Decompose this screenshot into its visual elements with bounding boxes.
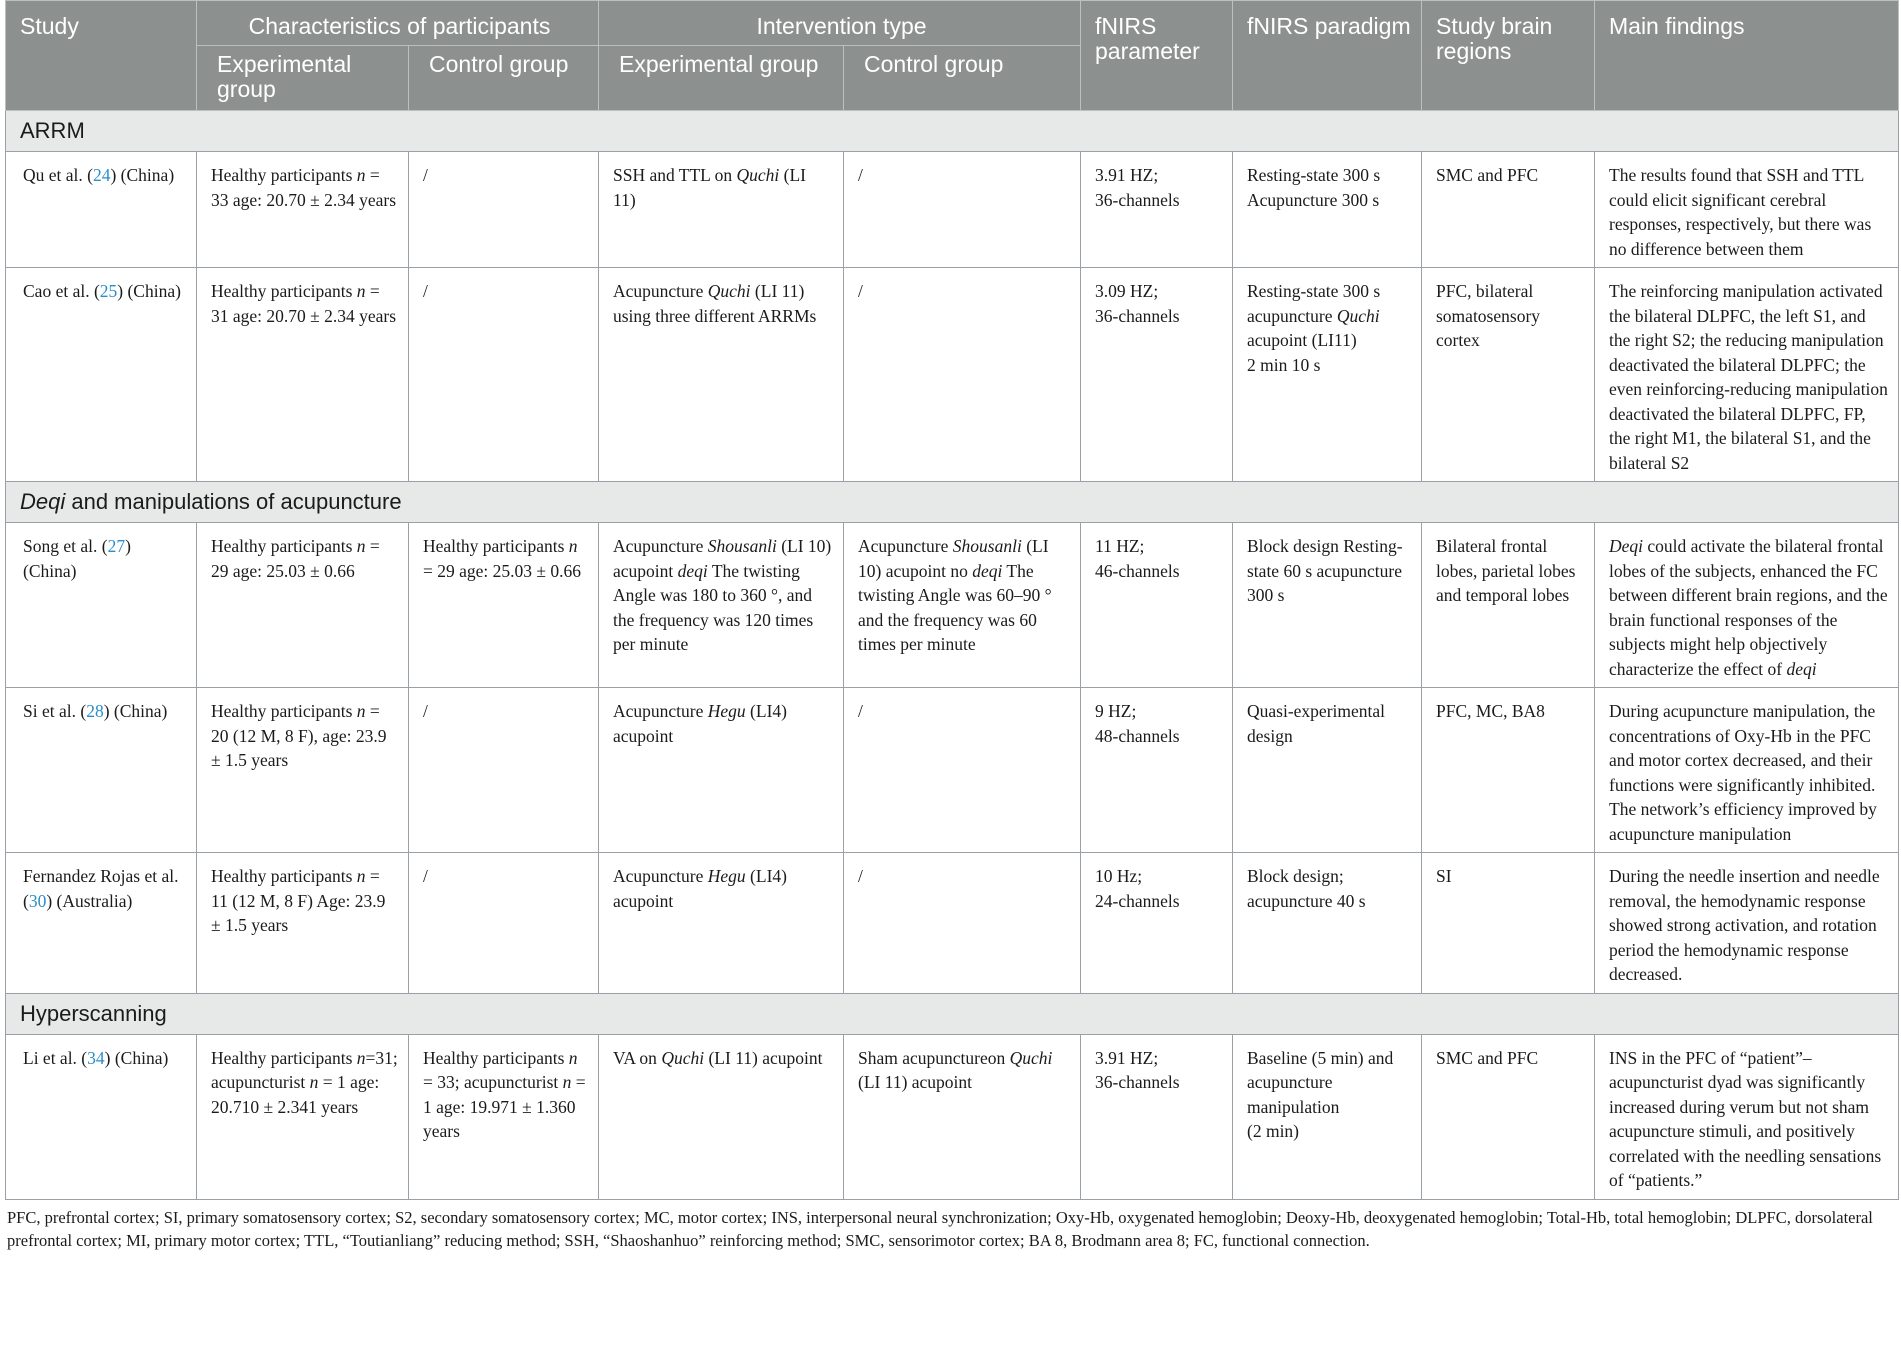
cell-study	[6, 152, 197, 268]
cell-findings: The results found that SSH and TTL could elicit significant cerebral responses, respectively, but there was no difference between them	[1595, 152, 1899, 268]
acupoint-name: Hegu	[707, 701, 746, 721]
cell-regions: SI	[1422, 853, 1595, 994]
author-country-text: ) (China)	[110, 165, 175, 185]
cell-parameter	[1081, 688, 1233, 853]
cell-ctrl-intervention: /	[844, 853, 1081, 994]
intervention-text: Acupuncture	[858, 536, 953, 556]
participants-text: = 29 age: 25.03 ± 0.66	[211, 536, 380, 581]
deqi-term: deqi	[1786, 658, 1817, 679]
intervention-text: Acupuncture	[613, 866, 708, 886]
cell-parameter	[1081, 1034, 1233, 1199]
participants-text: = 33; acupuncturist	[423, 1072, 563, 1092]
cell-exp-intervention	[599, 152, 844, 268]
section-row	[6, 482, 1899, 523]
author-text: Song et al. (	[23, 536, 108, 556]
cell-parameter	[1081, 523, 1233, 688]
header-main-findings: Main findings	[1595, 1, 1899, 111]
cell-regions: SMC and PFC	[1422, 1034, 1595, 1199]
n-symbol: n	[568, 536, 578, 556]
study-table	[5, 0, 1899, 1200]
section-title-text: and manipulations of acupuncture	[65, 489, 402, 514]
participants-text: = 20 (12 M, 8 F), age: 23.9 ± 1.5 years	[211, 701, 387, 770]
cell-ctrl-participants: /	[409, 268, 599, 482]
intervention-text: The twisting Angle was 180 to 360 °, and the frequency was 120 times per minute	[613, 560, 814, 654]
paradigm-line: (2 min)	[1247, 1121, 1300, 1141]
intervention-text: VA on	[613, 1047, 662, 1068]
participants-text: = 1 age: 19.971 ± 1.360 years	[423, 1072, 586, 1141]
author-text: Fernandez Rojas et al. (	[23, 866, 179, 911]
author-country-text: ) (China)	[117, 281, 181, 301]
acupoint-name: Quchi	[1336, 305, 1380, 326]
parameter-frequency: 10 Hz;	[1095, 866, 1143, 886]
participants-text: Healthy participants	[211, 866, 357, 886]
findings-text: could activate the bilateral frontal lobes of the subjects, enhanced the FC between different brain regions, and the brain functional responses of the subjects might help objectively characterize the effect of	[1609, 536, 1888, 679]
n-symbol: n	[356, 701, 366, 721]
intervention-text: Acupuncture	[613, 701, 708, 721]
cell-paradigm: Quasi-experimental design	[1233, 688, 1422, 853]
cell-parameter	[1081, 853, 1233, 994]
participants-text: Healthy participants	[211, 536, 357, 556]
header-study: Study	[6, 1, 197, 111]
header-characteristics-control: Control group	[409, 46, 599, 111]
cell-paradigm: Block design Resting-state 60 s acupuncture 300 s	[1233, 523, 1422, 688]
cell-findings	[1595, 523, 1899, 688]
n-symbol: n	[562, 1072, 572, 1092]
header-fnirs-paradigm: fNIRS paradigm	[1233, 1, 1422, 111]
intervention-text: (LI 10) acupoint	[613, 536, 832, 581]
author-text: Li et al. (	[23, 1047, 88, 1068]
acupoint-name: Quchi	[661, 1047, 705, 1068]
section-row	[6, 993, 1899, 1034]
deqi-term: deqi	[972, 560, 1003, 581]
paradigm-line: Resting-state 300 s	[1247, 165, 1381, 185]
header-brain-regions: Study brain regions	[1422, 1, 1595, 111]
table-container	[5, 0, 1898, 1252]
table-row	[6, 853, 1899, 994]
cell-exp-intervention	[599, 853, 844, 994]
cell-paradigm	[1233, 268, 1422, 482]
cell-ctrl-participants	[409, 1034, 599, 1199]
cell-exp-participants	[197, 152, 409, 268]
cell-ctrl-intervention: /	[844, 268, 1081, 482]
cell-study	[6, 1034, 197, 1199]
cell-paradigm	[1233, 152, 1422, 268]
cell-findings: During the needle insertion and needle removal, the hemodynamic response showed strong activation, and rotation period the hemodynamic response decreased.	[1595, 853, 1899, 994]
parameter-channels: 36-channels	[1095, 1072, 1180, 1092]
cell-findings: INS in the PFC of “patient”–acupuncturist dyad was significantly increased during verum but not sham acupuncture stimuli, and positively correlated with the needling sensations of “patients.”	[1595, 1034, 1899, 1199]
header-characteristics: Characteristics of participants	[197, 1, 599, 46]
cell-study	[6, 268, 197, 482]
n-symbol: n	[356, 536, 366, 556]
reference-link[interactable]: 25	[99, 281, 118, 301]
intervention-text: (LI 11)	[613, 165, 806, 210]
cell-findings: The reinforcing manipulation activated the bilateral DLPFC, the left S1, and the right S2; the reducing manipulation deactivated the bilateral DLPFC; the even reinforcing-reducing manipulation deactivated the bilateral DLPFC, FP, the right M1, the bilateral S1, and the bilateral S2	[1595, 268, 1899, 482]
cell-study	[6, 523, 197, 688]
reference-link[interactable]: 34	[87, 1047, 105, 1068]
parameter-channels: 24-channels	[1095, 890, 1180, 911]
intervention-text: (LI4) acupoint	[613, 701, 787, 746]
intervention-text: Acupuncture	[613, 281, 708, 301]
cell-parameter	[1081, 152, 1233, 268]
n-symbol: n	[568, 1047, 578, 1068]
section-title-text: ARRM	[20, 118, 85, 143]
participants-text: = 1 age: 20.710 ± 2.341 years	[211, 1072, 380, 1117]
acupoint-name: Hegu	[707, 866, 746, 886]
cell-regions: PFC, MC, BA8	[1422, 688, 1595, 853]
parameter-frequency: 11 HZ;	[1095, 536, 1145, 556]
table-row	[6, 523, 1899, 688]
parameter-channels: 46-channels	[1095, 560, 1180, 581]
section-title-arrm	[6, 111, 1899, 152]
paradigm-line: Resting-state 300 s acupuncture	[1247, 281, 1381, 326]
cell-exp-participants	[197, 853, 409, 994]
cell-ctrl-intervention: /	[844, 152, 1081, 268]
cell-paradigm: Block design; acupuncture 40 s	[1233, 853, 1422, 994]
cell-ctrl-participants: /	[409, 853, 599, 994]
section-title-deqi	[6, 482, 1899, 523]
cell-regions: SMC and PFC	[1422, 152, 1595, 268]
header-fnirs-parameter: fNIRS parameter	[1081, 1, 1233, 111]
intervention-text: SSH and TTL on	[613, 165, 737, 185]
cell-regions: PFC, bilateral somatosensory cortex	[1422, 268, 1595, 482]
cell-ctrl-participants: /	[409, 152, 599, 268]
parameter-frequency: 3.91 HZ;	[1095, 1047, 1159, 1068]
participants-text: Healthy participants	[423, 536, 569, 556]
paradigm-line: Acupuncture 300 s	[1247, 189, 1380, 210]
participants-text: Healthy participants	[423, 1047, 569, 1068]
header-intervention-control: Control group	[844, 46, 1081, 111]
cell-ctrl-intervention: /	[844, 688, 1081, 853]
participants-text: = 11 (12 M, 8 F) Age: 23.9 ± 1.5 years	[211, 866, 386, 935]
cell-exp-intervention	[599, 523, 844, 688]
parameter-frequency: 3.91 HZ;	[1095, 165, 1159, 185]
section-title-italic: Deqi	[20, 489, 66, 514]
cell-exp-participants	[197, 523, 409, 688]
cell-exp-participants	[197, 688, 409, 853]
paradigm-line: acupoint (LI11)	[1247, 330, 1357, 350]
table-body	[6, 111, 1899, 1200]
author-text: Qu et al. (	[23, 165, 93, 185]
author-country-text: ) (China)	[103, 701, 168, 721]
cell-study	[6, 853, 197, 994]
reference-link[interactable]: 24	[92, 165, 111, 185]
n-symbol: n	[309, 1072, 319, 1092]
reference-link[interactable]: 27	[107, 536, 126, 556]
intervention-text: The twisting Angle was 60–90 ° and the frequency was 60 times per minute	[858, 560, 1052, 654]
parameter-channels: 48-channels	[1095, 725, 1180, 746]
cell-findings: During acupuncture manipulation, the concentrations of Oxy-Hb in the PFC and motor cortex decreased, and their functions were significantly inhibited. The network’s efficiency improved by acupuncture manipulation	[1595, 688, 1899, 853]
intervention-text: (LI 10) acupoint no	[858, 536, 1049, 581]
n-symbol: n	[356, 165, 366, 185]
cell-study	[6, 688, 197, 853]
cell-regions: Bilateral frontal lobes, parietal lobes and temporal lobes	[1422, 523, 1595, 688]
author-country-text: ) (China)	[23, 536, 131, 581]
participants-text: = 31 age: 20.70 ± 2.34 years	[211, 281, 397, 326]
author-country-text: ) (China)	[104, 1047, 169, 1068]
participants-text: Healthy participants	[211, 1047, 357, 1068]
cell-exp-participants	[197, 1034, 409, 1199]
section-row	[6, 111, 1899, 152]
cell-ctrl-intervention	[844, 523, 1081, 688]
acupoint-name: Quchi	[1009, 1047, 1053, 1068]
parameter-channels: 36-channels	[1095, 305, 1180, 326]
intervention-text: (LI4) acupoint	[613, 866, 787, 911]
table-header	[6, 1, 1899, 111]
author-country-text: ) (Australia)	[46, 890, 133, 911]
table-row	[6, 268, 1899, 482]
paradigm-line: 2 min 10 s	[1247, 354, 1321, 375]
parameter-frequency: 9 HZ;	[1095, 701, 1137, 721]
author-text: Si et al. (	[23, 701, 87, 721]
cell-exp-participants	[197, 268, 409, 482]
table-row	[6, 1034, 1899, 1199]
parameter-channels: 36-channels	[1095, 189, 1180, 210]
table-footnote: PFC, prefrontal cortex; SI, primary somatosensory cortex; S2, secondary somatosensory cortex; MC, motor cortex; INS, interpersonal neural synchronization; Oxy-Hb, oxygenated hemoglobin; Deoxy-Hb, deoxygenated hemoglobin; Total-Hb, total hemoglobin; DLPFC, dorsolateral prefrontal cortex; MI, primary motor cortex; TTL, “Toutianliang” reducing method; SSH, “Shaoshanhuo” reinforcing method; SMC, sensorimotor cortex; BA 8, Brodmann area 8; FC, functional connection.	[7, 1207, 1873, 1250]
section-title-hyperscanning	[6, 993, 1899, 1034]
section-title-text: Hyperscanning	[20, 1000, 167, 1026]
n-symbol: n	[356, 866, 366, 886]
acupoint-name: Shousanli	[952, 536, 1022, 556]
parameter-frequency: 3.09 HZ;	[1095, 281, 1159, 301]
participants-text: =31; acupuncturist	[211, 1047, 398, 1092]
author-text: Cao et al. (	[23, 281, 100, 301]
participants-text: = 29 age: 25.03 ± 0.66	[423, 560, 581, 581]
cell-exp-intervention	[599, 688, 844, 853]
acupoint-name: Shousanli	[707, 536, 777, 556]
participants-text: Healthy participants	[211, 281, 357, 301]
intervention-text: Sham acupunctureon	[858, 1047, 1010, 1068]
intervention-text: (LI 11) acupoint	[704, 1047, 823, 1068]
cell-exp-intervention	[599, 1034, 844, 1199]
table-row	[6, 152, 1899, 268]
n-symbol: n	[356, 1047, 366, 1068]
cell-paradigm	[1233, 1034, 1422, 1199]
paradigm-line: Baseline (5 min) and acupuncture manipulation	[1247, 1047, 1394, 1117]
header-characteristics-experimental: Experimental group	[197, 46, 409, 111]
participants-text: Healthy participants	[211, 701, 357, 721]
participants-text: Healthy participants	[211, 165, 357, 185]
reference-link[interactable]: 28	[86, 701, 104, 721]
acupoint-name: Quchi	[707, 281, 751, 301]
cell-parameter	[1081, 268, 1233, 482]
deqi-term: deqi	[677, 560, 708, 581]
intervention-text: (LI 11) acupoint	[858, 1072, 973, 1092]
cell-exp-intervention	[599, 268, 844, 482]
intervention-text: (LI 11) using three different ARRMs	[613, 281, 817, 326]
cell-ctrl-participants	[409, 523, 599, 688]
header-intervention-type: Intervention type	[599, 1, 1081, 46]
reference-link[interactable]: 30	[28, 890, 47, 911]
cell-ctrl-intervention	[844, 1034, 1081, 1199]
acupoint-name: Quchi	[736, 165, 780, 185]
n-symbol: n	[356, 281, 366, 301]
table-row	[6, 688, 1899, 853]
participants-text: = 33 age: 20.70 ± 2.34 years	[211, 165, 397, 210]
deqi-term: Deqi	[1609, 536, 1644, 556]
header-intervention-experimental: Experimental group	[599, 46, 844, 111]
intervention-text: Acupuncture	[613, 536, 708, 556]
cell-ctrl-participants: /	[409, 688, 599, 853]
